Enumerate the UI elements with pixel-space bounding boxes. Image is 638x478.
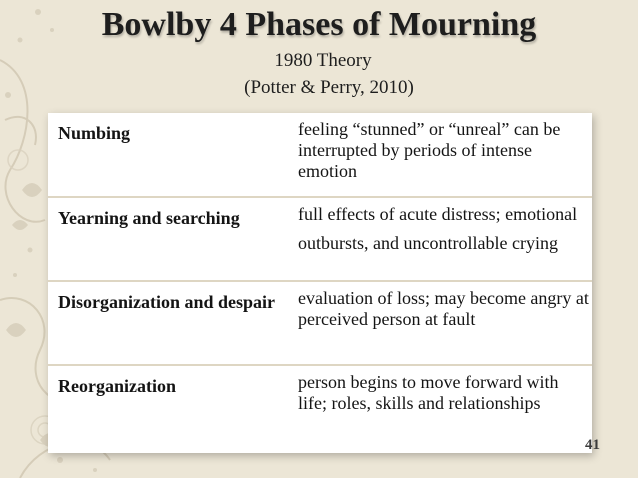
page-number: 41	[585, 437, 600, 453]
table-row	[48, 282, 592, 366]
phase-name: Reorganization	[58, 376, 176, 396]
phase-description: evaluation of loss; may become angry at perceived person at fault	[298, 288, 589, 329]
phase-name: Yearning and searching	[58, 208, 240, 228]
phases-table	[48, 113, 592, 453]
phase-name: Disorganization and despair	[58, 292, 276, 312]
phase-description: feeling “stunned” or “unreal” can be interrupted by periods of intense emotion	[298, 119, 561, 181]
slide-title: Bowlby 4 Phases of Mourning	[101, 6, 537, 43]
phase-description: full effects of acute distress; emotional outbursts, and uncontrollable crying	[298, 204, 578, 253]
table-row	[48, 113, 592, 198]
table-row	[48, 198, 592, 282]
table-row	[48, 366, 592, 453]
phase-name: Numbing	[58, 123, 131, 143]
slide-subtitle-theory: 1980 Theory	[274, 50, 372, 71]
phase-description: person begins to move forward with life; roles, skills and relationships	[298, 372, 559, 413]
slide-subtitle-citation: (Potter & Perry, 2010)	[244, 77, 414, 98]
